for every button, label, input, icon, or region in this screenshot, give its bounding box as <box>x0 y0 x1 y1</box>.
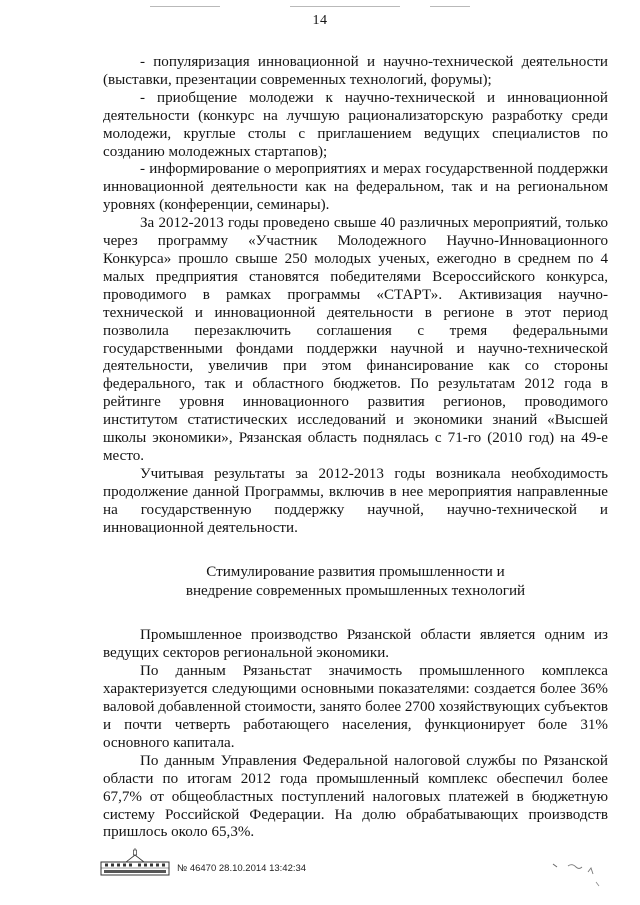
paragraph-ryazanstat: По данным Рязаньстат значимость промышленного комплекса характеризуется следующими основными показателями: создается более 36% валовой добавленной стоимости, занято более 2700 хозяйствующих субъектов и почти четверть работающего населения, функционирует боле 31% основного капитала. <box>103 663 608 751</box>
list-item-youth-involvement: - приобщение молодежи к научно-технической и инновационной деятельности (конкурс на лучшую рационализаторскую разработку среди молодежи, круглые столы с приглашением ведущих специалистов по созданию молодежных стартапов); <box>103 89 608 160</box>
paragraph-results-2012-2013: За 2012-2013 годы проведено свыше 40 различных мероприятий, только через программу «Участник Молодежного Научно-Инновационного Конкурса» прошло свыше 250 молодых ученых, ежегодно в среднем по 4 малых предприятия становятся победителями Всероссийского конкурса, проводимого в рамках программы «СТАРТ». Активизация научно-технической и инновационной деятельности в регионе в этот период позволила перезаключить соглашения с тремя федеральными государственными фондами поддержки научной и научно-технической деятельности, увеличив при этом финансирование как со стороны федерального, так и областного бюджетов. По результатам 2012 года в рейтинге уровня инновационного развития регионов, проводимого институтом статистических исследований и экономики знаний «Высшей школы экономики», Рязанская область поднялась с 71-го (2010 год) на 49-е место. <box>103 215 608 464</box>
handwritten-mark <box>548 852 608 892</box>
paragraph-industry-intro: Промышленное производство Рязанской области является одним из ведущих секторов региональной экономики. <box>103 627 608 662</box>
scan-noise-line <box>430 6 470 7</box>
scan-noise-line <box>290 6 400 7</box>
paragraph-program-continuation: Учитывая результаты за 2012-2013 годы возникала необходимость продолжение данной Программы, включив в нее мероприятия направленные на государственную поддержку научной, научно-технической и инновационной деятельности. <box>103 465 608 536</box>
section-heading-line2: внедрение современных промышленных технологий <box>185 583 526 600</box>
paragraph-tax-service: По данным Управления Федеральной налоговой службы по Рязанской области по итогам 2012 года промышленный комплекс обеспечил более 67,7% от общеобластных поступлений налоговых платежей в бюджетную систему Российской Федерации. На долю обрабатывающих производств пришлось около 65,3%. <box>103 752 608 841</box>
scan-noise-line <box>150 6 220 7</box>
government-building-stamp-icon <box>100 848 170 880</box>
list-item-informing: - информирование о мероприятиях и мерах государственной поддержки инновационной деятельности как на федеральном, так и на региональном уровнях (конференции, семинары). <box>103 161 608 214</box>
section-heading <box>103 563 608 601</box>
section-heading-line1: Стимулирование развития промышленности и <box>206 564 505 581</box>
list-item-popularization: - популяризация инновационной и научно-технической деятельности (выставки, презентации современных технологий, форумы); <box>103 54 608 88</box>
page-number: 14 <box>312 13 328 28</box>
document-body <box>103 54 608 842</box>
registration-number: № 46470 28.10.2014 13:42:34 <box>177 863 307 874</box>
registration-footer <box>100 848 360 880</box>
